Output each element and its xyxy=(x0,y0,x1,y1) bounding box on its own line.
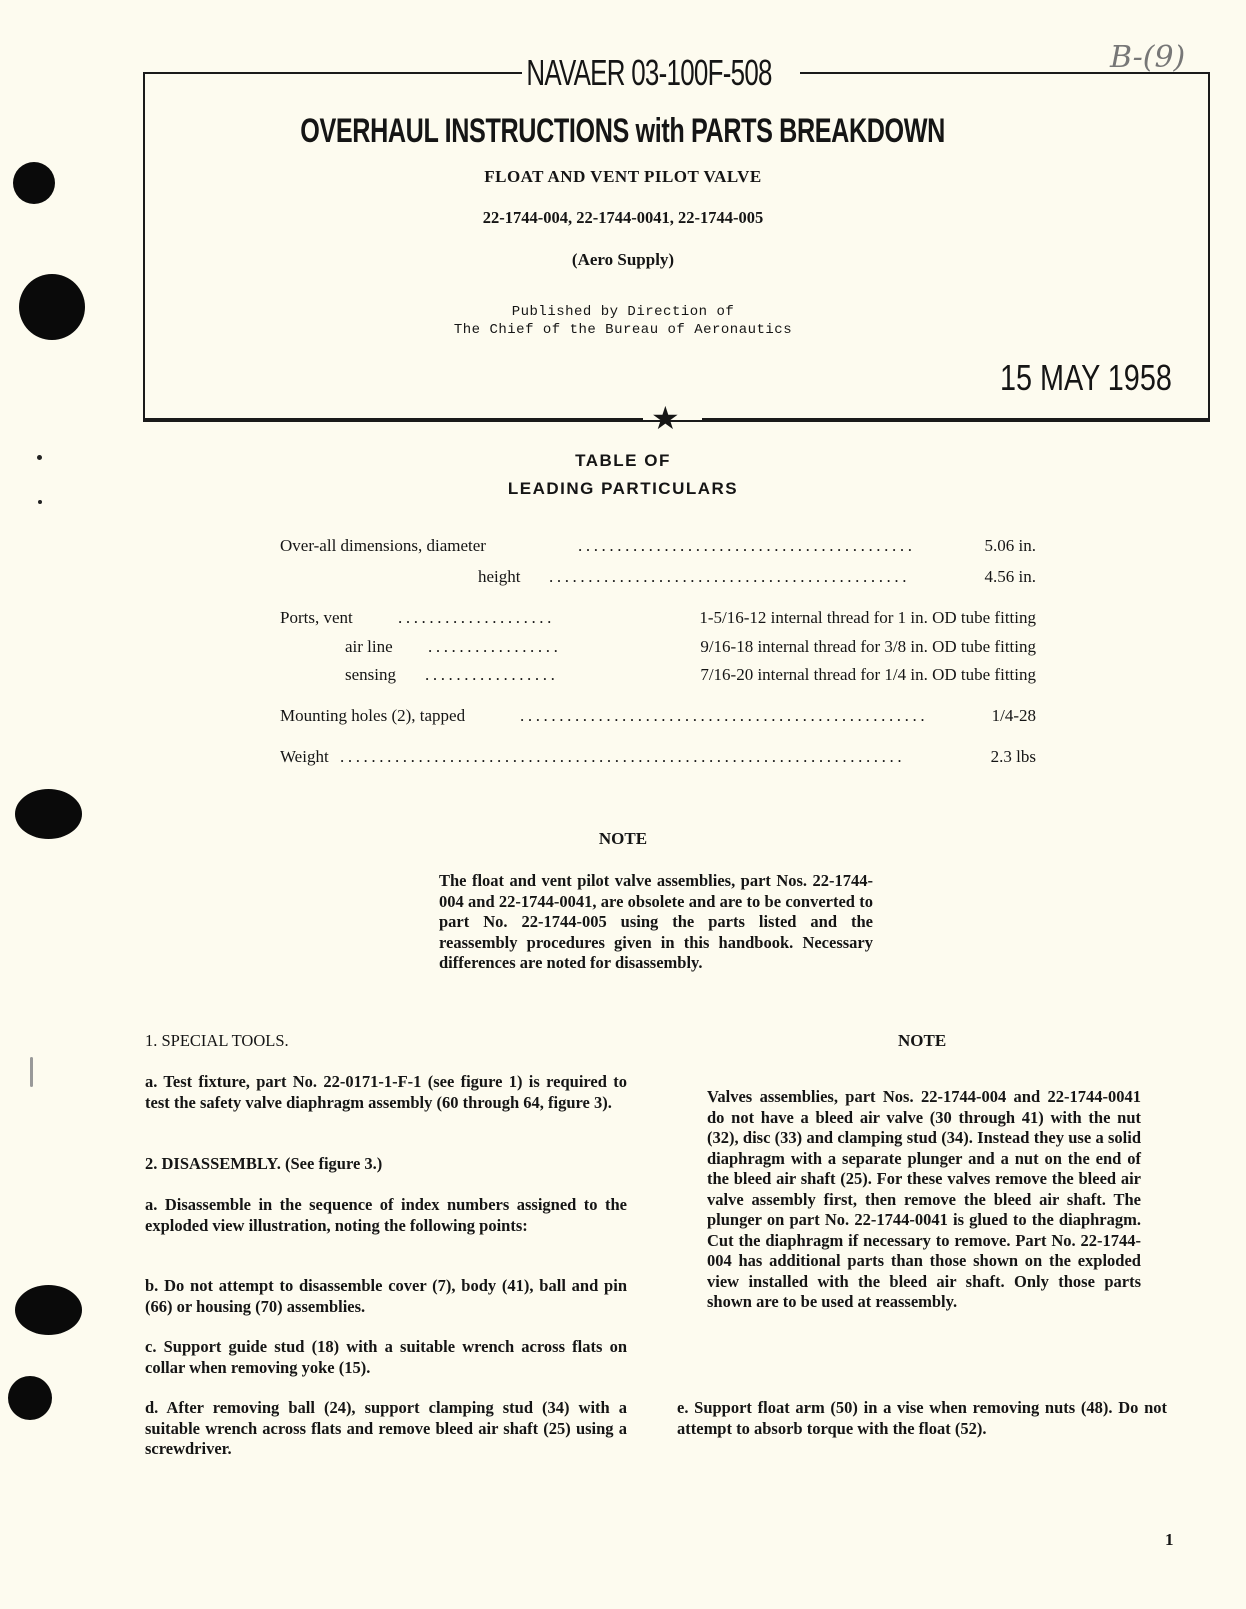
row-value: 7/16-20 internal thread for 1/4 in. OD tube fitting xyxy=(700,665,1036,684)
row-value: 5.06 in. xyxy=(984,536,1036,555)
publisher-line-1: Published by Direction of xyxy=(511,304,735,320)
note-heading: NOTE xyxy=(598,829,648,848)
publisher-statement xyxy=(0,303,1246,339)
part-numbers: 22-1744-004, 22-1744-0041, 22-1744-005 xyxy=(482,208,764,227)
row-value: 4.56 in. xyxy=(984,567,1036,586)
row-label: Weight xyxy=(280,747,329,766)
row-label: air line xyxy=(345,637,393,656)
table-title xyxy=(0,447,1246,503)
row-label: Over-all dimensions, diameter xyxy=(280,536,486,555)
header-rule-left xyxy=(143,72,523,74)
dot-leader: .................................................... xyxy=(520,706,929,725)
dot-leader: ................. xyxy=(428,637,562,656)
paper-speck xyxy=(30,1057,33,1087)
row-label: height xyxy=(478,567,521,586)
publication-date: 15 MAY 1958 xyxy=(1000,357,1172,398)
binder-hole xyxy=(8,1376,52,1420)
dot-leader: ........................................................................ xyxy=(340,747,906,766)
note-heading: NOTE xyxy=(898,1031,947,1050)
row-value: 1-5/16-12 internal thread for 1 in. OD tube fitting xyxy=(699,608,1036,627)
row-value: 2.3 lbs xyxy=(990,747,1036,766)
divider-rule-left xyxy=(143,418,643,420)
manufacturer: (Aero Supply) xyxy=(571,250,675,269)
page-number: 1 xyxy=(1165,1530,1174,1549)
paragraph-2e: e. Support float arm (50) in a vise when removing nuts (48). Do not attempt to absorb torque with the float (52). xyxy=(677,1398,1167,1438)
star-icon: ★ xyxy=(651,400,680,436)
document-subject: FLOAT AND VENT PILOT VALVE xyxy=(484,167,762,186)
handwritten-mark: B-(9) xyxy=(1110,40,1186,75)
dot-leader: .............................................. xyxy=(549,567,911,586)
table-title-line-2: LEADING PARTICULARS xyxy=(507,479,739,498)
note-text: Valves assemblies, part Nos. 22-1744-004 and 22-1744-0041 do not have a bleed air valve (30 through 41) with the nut (32), disc (33) and clamping stud (34). Instead they use a solid diaphragm with a separate plunger and a nut on the end of the bleed air shaft (25). For these valves remove the bleed air valve assembly first, then remove the bleed air shaft. The plunger on part No. 22-1744-0041 is glued to the diaphragm. Cut the diaphragm if necessary to remove. Part No. 22-1744-004 has additional parts than those shown on the exploded view installed with the bleed air shaft. Only those parts shown are to be used at reassembly. xyxy=(707,1087,1141,1311)
row-value: 9/16-18 internal thread for 3/8 in. OD tube fitting xyxy=(700,637,1036,656)
dot-leader: .................... xyxy=(398,608,555,627)
row-label: Ports, vent xyxy=(280,608,353,627)
paragraph-2d: d. After removing ball (24), support clamping stud (34) with a suitable wrench across flats and remove bleed air shaft (25) using a screwdriver. xyxy=(145,1398,627,1458)
section-heading-special-tools: 1. SPECIAL TOOLS. xyxy=(145,1031,289,1050)
row-label: sensing xyxy=(345,665,396,684)
paragraph-2a: a. Disassemble in the sequence of index numbers assigned to the exploded view illustration, noting the following points: xyxy=(145,1195,627,1235)
document-number: NAVAER 03-100F-508 xyxy=(522,52,776,94)
note-text: The float and vent pilot valve assemblies, part Nos. 22-1744-004 and 22-1744-0041, are obsolete and are to be converted to part No. 22-1744-005 using the parts listed and the reassembly procedures given in this handbook. Necessary differences are noted for disassembly. xyxy=(439,871,873,972)
row-value: 1/4-28 xyxy=(991,706,1036,725)
document-title: OVERHAUL INSTRUCTIONS with PARTS BREAKDOWN xyxy=(300,112,946,150)
row-label: Mounting holes (2), tapped xyxy=(280,706,466,725)
table-title-line-1: TABLE OF xyxy=(575,451,671,470)
binder-hole xyxy=(15,1285,82,1335)
paragraph-1a: a. Test fixture, part No. 22-0171-1-F-1 (see figure 1) is required to test the safety valve diaphragm assembly (60 through 64, figure 3). xyxy=(145,1072,627,1112)
section-heading-disassembly: 2. DISASSEMBLY. (See figure 3.) xyxy=(145,1154,383,1173)
dot-leader: ................. xyxy=(425,665,559,684)
dot-leader: ........................................... xyxy=(578,536,916,555)
divider-rule-right xyxy=(702,418,1208,420)
publisher-line-2: The Chief of the Bureau of Aeronautics xyxy=(453,322,793,338)
paragraph-2b: b. Do not attempt to disassemble cover (7), body (41), ball and pin (66) or housing (70) assemblies. xyxy=(145,1276,627,1316)
paragraph-2c: c. Support guide stud (18) with a suitable wrench across flats on collar when removing yoke (15). xyxy=(145,1337,627,1377)
